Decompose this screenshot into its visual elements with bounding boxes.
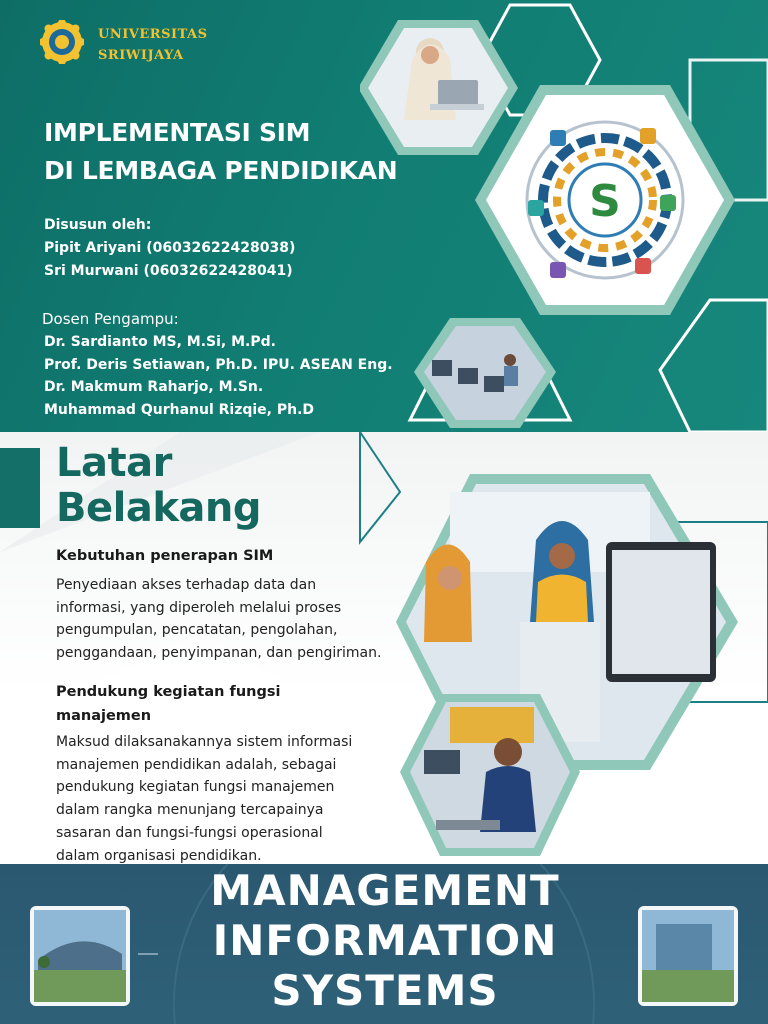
- author-name: Sri Murwani (06032622428041): [44, 263, 293, 279]
- point-description: [56, 731, 392, 867]
- paragraph-line: pendukung kegiatan fungsi manajemen: [56, 779, 335, 796]
- paragraph-line: Maksud dilaksanakannya sistem informasi: [56, 734, 353, 750]
- paragraph-line: informasi, yang diperoleh melalui proses: [56, 599, 342, 616]
- building-photo-left: [30, 906, 130, 1006]
- student-laptop-photo: [360, 20, 518, 155]
- paragraph-line: dalam organisasi pendidikan.: [56, 847, 262, 864]
- paragraph-line: penggandaan, penyimpanan, dan pengiriman.: [56, 645, 382, 662]
- point-title: manajemen: [56, 708, 152, 724]
- banner-title: MANAGEMENT: [210, 866, 560, 915]
- lecturer-name: Prof. Deris Setiawan, Ph.D. IPU. ASEAN Eng.: [44, 357, 393, 373]
- section-heading: Latar: [56, 440, 172, 486]
- author-name: Pipit Ariyani (06032622428038): [44, 240, 296, 256]
- banner-section: [0, 864, 768, 1024]
- point-title: Pendukung kegiatan fungsi: [56, 684, 281, 700]
- prepared-by-label: Disusun oleh:: [44, 217, 152, 233]
- sim-infographic: [475, 85, 735, 315]
- university-logo: [40, 20, 84, 64]
- page-title: DI LEMBAGA PENDIDIKAN: [44, 156, 398, 185]
- lecturers-label: Dosen Pengampu:: [42, 310, 179, 328]
- hexagon-outline: [660, 300, 768, 432]
- computer-lab-photo: [414, 318, 556, 428]
- paragraph-line: dalam rangka menunjang tercapainya: [56, 802, 324, 819]
- hexagon-art: [360, 0, 768, 432]
- point-title: Kebutuhan penerapan SIM: [56, 548, 274, 564]
- lecturer-name: Muhammad Qurhanul Rizqie, Ph.D: [44, 402, 315, 418]
- banner-title: SYSTEMS: [271, 966, 499, 1015]
- building-photo-right: [638, 906, 738, 1006]
- point-description: [56, 574, 392, 665]
- paragraph-line: manajemen pendidikan adalah, sebagai: [56, 756, 337, 773]
- section-heading: Belakang: [56, 485, 262, 531]
- lecturer-name: Dr. Sardianto MS, M.Si, M.Pd.: [44, 334, 276, 350]
- heading-accent-bar: [0, 448, 40, 528]
- page-title: IMPLEMENTASI SIM: [44, 118, 311, 147]
- university-name: SRIWIJAYA: [98, 48, 184, 63]
- title-section: [0, 0, 768, 432]
- paragraph-line: pengumpulan, pencatatan, pengolahan,: [56, 622, 338, 639]
- banner-title: INFORMATION: [212, 916, 558, 965]
- paragraph-line: sasaran dan fungsi-fungsi operasional: [56, 824, 323, 841]
- university-name: UNIVERSITAS: [98, 27, 208, 42]
- hexagon-photos: [340, 432, 768, 864]
- paragraph-line: Penyediaan akses terhadap data dan: [56, 577, 317, 593]
- svg-text:S: S: [589, 176, 621, 227]
- lecturer-name: Dr. Makmum Raharjo, M.Sn.: [44, 379, 264, 395]
